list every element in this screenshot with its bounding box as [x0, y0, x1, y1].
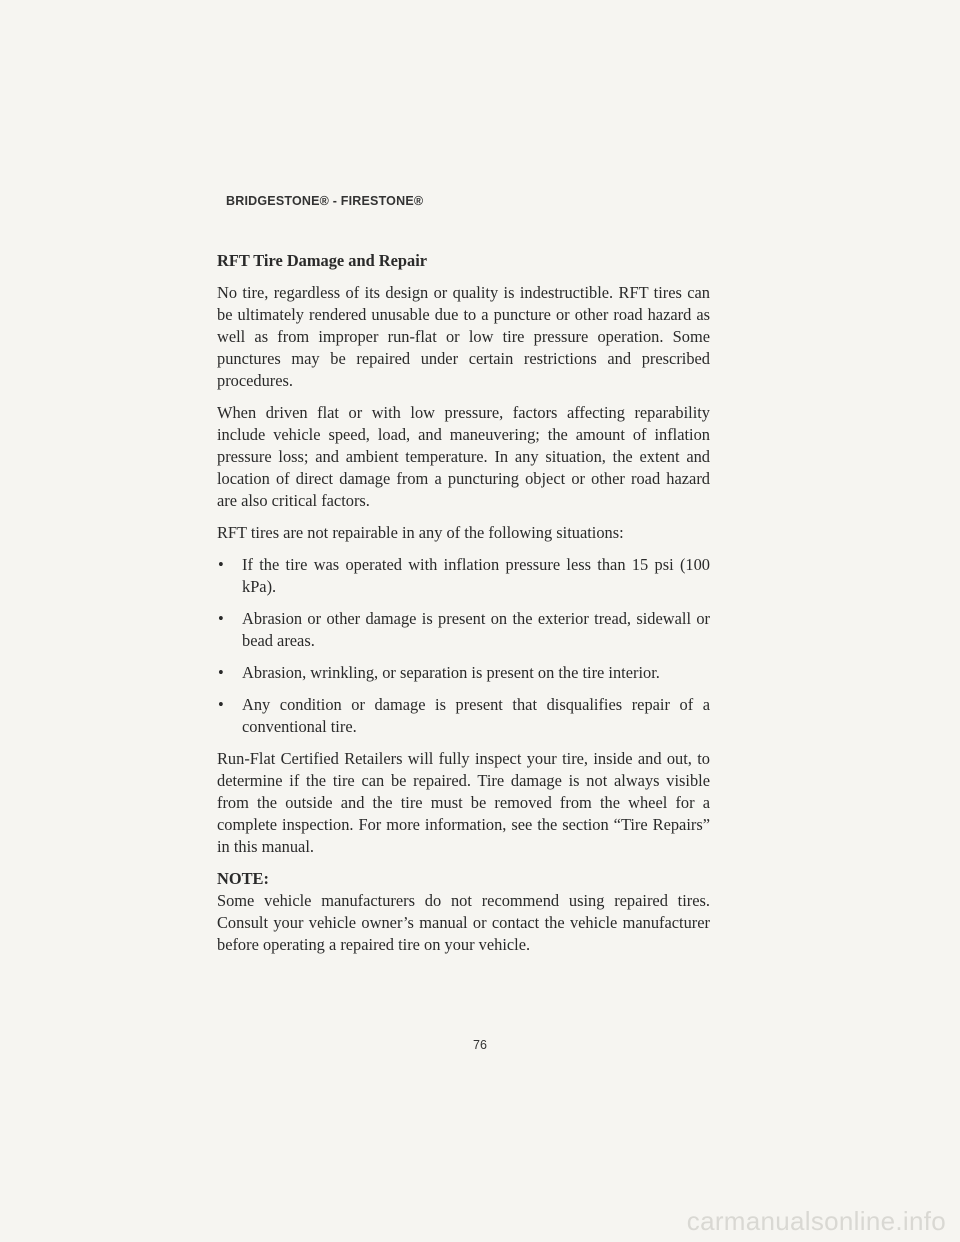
list-item-text: If the tire was operated with inflation pressure less than 15 psi (100 kPa).	[242, 555, 710, 596]
bullet-icon: •	[218, 663, 224, 682]
section-title: RFT Tire Damage and Repair	[217, 251, 428, 270]
list-item	[217, 694, 710, 738]
note-text: Some vehicle manufacturers do not recommend using repaired tires. Consult your vehicle owner’s manual or contact the vehicle manufacturer before operating a repaired tire on your vehicle.	[217, 891, 710, 954]
list-item-text: Abrasion, wrinkling, or separation is present on the tire interior.	[242, 663, 660, 682]
paragraph-not-repairable: RFT tires are not repairable in any of the following situations:	[217, 523, 624, 542]
paragraph-retailers: Run-Flat Certified Retailers will fully inspect your tire, inside and out, to determine if the tire can be repaired. Tire damage is not always visible from the outside and the tire must be removed from the wheel for a complete inspection. For more information, see the section “Tire Repairs” in this manual.	[217, 749, 710, 856]
note-label: NOTE:	[217, 869, 269, 888]
running-head: BRIDGESTONE® - FIRESTONE®	[226, 194, 424, 208]
bullet-list	[217, 554, 710, 738]
page-number: 76	[473, 1038, 487, 1052]
page-content	[217, 250, 710, 966]
paragraph-factors: When driven flat or with low pressure, factors affecting reparability include vehicle speed, load, and maneuvering; the amount of inflation pressure loss; and ambient temperature. In any situation, the extent and location of direct damage from a puncturing object or other road hazard are also critical factors.	[217, 403, 710, 510]
watermark: carmanualsonline.info	[686, 1206, 946, 1236]
bullet-icon: •	[218, 695, 224, 714]
list-item-text: Any condition or damage is present that disqualifies repair of a conventional tire.	[242, 695, 710, 736]
list-item-text: Abrasion or other damage is present on the exterior tread, sidewall or bead areas.	[242, 609, 710, 650]
list-item	[217, 554, 710, 598]
list-item	[217, 608, 710, 652]
paragraph-intro: No tire, regardless of its design or quality is indestructible. RFT tires can be ultimately rendered unusable due to a puncture or other road hazard as well as from improper run-flat or low tire pressure operation. Some punctures may be repaired under certain restrictions and prescribed procedures.	[217, 283, 710, 390]
list-item	[217, 662, 710, 684]
bullet-icon: •	[218, 609, 224, 628]
bullet-icon: •	[218, 555, 224, 574]
